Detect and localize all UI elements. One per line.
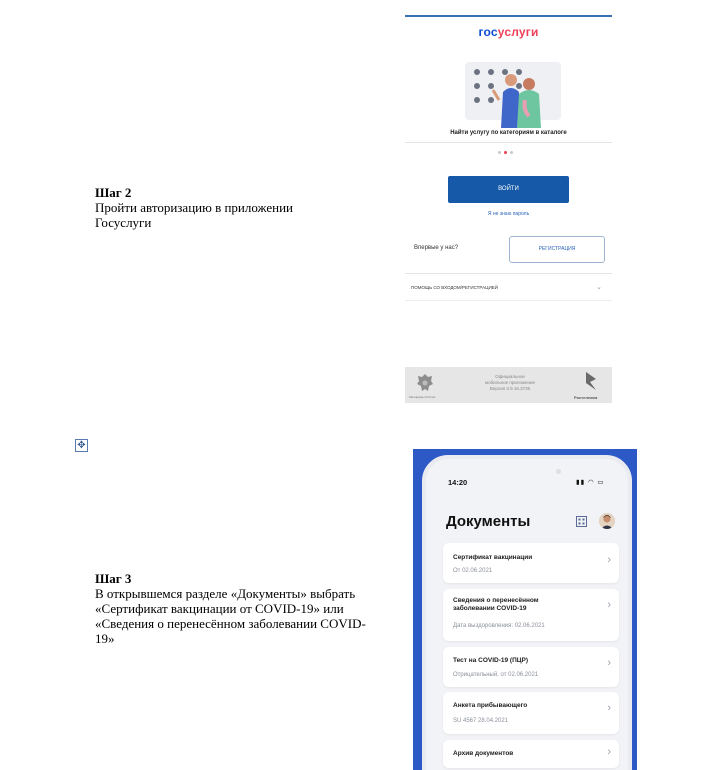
- carousel-dot[interactable]: [510, 151, 513, 154]
- app-footer: [405, 367, 612, 403]
- emblem-caption: Минцифры России: [409, 395, 436, 399]
- catalog-illustration: [463, 60, 563, 130]
- divider: [405, 142, 612, 143]
- chevron-right-icon: ›: [607, 554, 611, 566]
- document-card[interactable]: [443, 740, 619, 768]
- carousel-dot-active[interactable]: [504, 151, 507, 154]
- card-title: Сведения о перенесённом заболевании COVID-19: [453, 597, 539, 612]
- divider: [405, 273, 612, 274]
- coat-of-arms-icon: [415, 372, 435, 394]
- carousel-dot[interactable]: [498, 151, 501, 154]
- chevron-right-icon: ›: [607, 746, 611, 758]
- step-2-title: Шаг 2: [95, 185, 132, 200]
- document-card[interactable]: [443, 692, 619, 734]
- document-card[interactable]: [443, 589, 619, 641]
- login-button[interactable]: ВОЙТИ: [448, 176, 569, 203]
- card-subtitle: От 02.06.2021: [453, 568, 493, 574]
- chevron-right-icon: ›: [607, 702, 611, 714]
- register-button[interactable]: РЕГИСТРАЦИЯ: [509, 236, 605, 263]
- divider: [405, 300, 612, 301]
- first-time-label: Впервые у нас?: [414, 245, 459, 251]
- forgot-password-link[interactable]: Я не знаю пароль: [487, 211, 530, 217]
- top-accent-line: [405, 15, 612, 17]
- chevron-right-icon: ›: [607, 657, 611, 669]
- card-title: Тест на COVID-19 (ПЦР): [453, 657, 528, 664]
- qr-scanner-icon[interactable]: [576, 516, 587, 527]
- step-3-text: В открывшемся разделе «Документы» выбрать «Сертификат вакцинации от COVID-19» или «Сведения о перенесённом заболевании COVID-19»: [95, 586, 366, 646]
- card-subtitle: SU 4567 28.04.2021: [453, 718, 509, 724]
- signal-wifi-battery-icon: ▮▮ ◠ ▭: [576, 479, 605, 486]
- footer-version: Версия 3.9.16.3736: [489, 386, 531, 391]
- step-2-block: [95, 185, 325, 230]
- documents-screenshot: [413, 449, 637, 770]
- camera-dot: [556, 469, 561, 474]
- help-login-link[interactable]: ПОМОЩЬ СО ВХОДОМ/РЕГИСТРАЦИЕЙ: [411, 285, 498, 290]
- rostelecom-label: Ростелеком: [574, 395, 598, 400]
- login-screenshot: [405, 15, 612, 403]
- status-time: 14:20: [448, 478, 468, 487]
- carousel-dots[interactable]: [498, 151, 513, 154]
- avatar[interactable]: [599, 513, 615, 529]
- card-subtitle: Дата выздоровления: 02.06.2021: [453, 623, 545, 629]
- chevron-right-icon: ›: [607, 599, 611, 611]
- card-title: Сертификат вакцинации: [453, 554, 533, 561]
- step-3-title: Шаг 3: [95, 571, 132, 586]
- footer-text: [467, 374, 553, 392]
- table-move-handle-icon[interactable]: ✥: [75, 439, 88, 452]
- logo-part-uslugi: услуги: [497, 25, 539, 39]
- card-subtitle: Отрицательный, от 02.06.2021: [453, 672, 539, 678]
- footer-line-2: мобильное приложение: [485, 380, 535, 385]
- rostelecom-logo-icon: [585, 371, 597, 391]
- step-2-text: Пройти авторизацию в приложении Госуслуги: [95, 200, 293, 230]
- document-card[interactable]: [443, 543, 619, 583]
- carousel-caption: Найти услугу по категориям в каталоге: [450, 130, 567, 136]
- logo-part-gos: гос: [478, 25, 498, 39]
- page-title: Документы: [446, 513, 531, 530]
- card-title: Анкета прибывающего: [453, 702, 528, 709]
- document-card[interactable]: [443, 647, 619, 687]
- chevron-down-icon[interactable]: ⌄: [596, 284, 602, 291]
- card-title: Архив документов: [453, 750, 514, 757]
- footer-line-1: Официальное: [495, 374, 525, 379]
- gosuslugi-logo: [405, 25, 612, 39]
- phone-frame: [422, 455, 632, 770]
- step-3-block: [95, 571, 375, 646]
